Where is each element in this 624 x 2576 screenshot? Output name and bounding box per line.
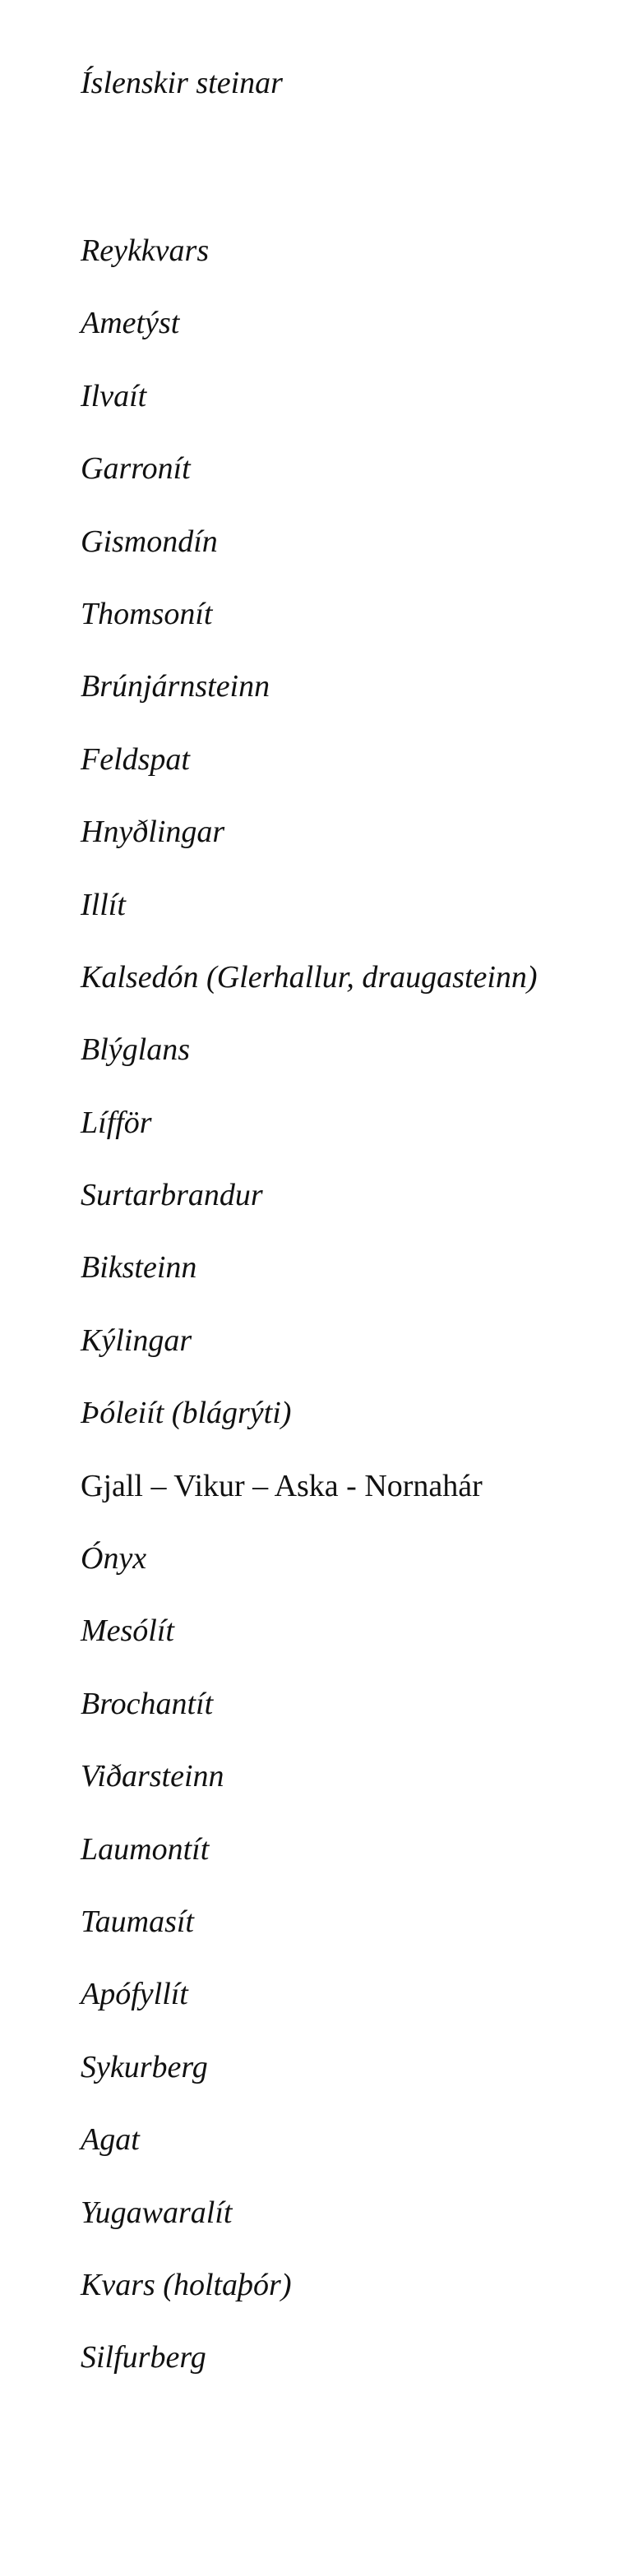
list-item: Kvars (holtaþór) <box>81 2267 292 2302</box>
list-item: Brochantít <box>81 1686 214 1721</box>
list-item: Feldspat <box>81 741 190 777</box>
list-item: Reykkvars <box>81 233 210 268</box>
list-item: Kýlingar <box>81 1323 192 1358</box>
list-item: Þóleiít (blágrýti) <box>81 1396 292 1431</box>
list-item: Viðarsteinn <box>81 1759 224 1794</box>
page-title: Íslenskir steinar <box>81 66 283 100</box>
list-item: Ónyx <box>81 1541 147 1577</box>
list-item: Silfurberg <box>81 2340 206 2375</box>
list-item: Gismondín <box>81 524 218 559</box>
list-item: Yugawaralít <box>81 2195 233 2230</box>
list-item: Kalsedón (Glerhallur, draugasteinn) <box>81 959 538 995</box>
list-item: Thomsonít <box>81 596 213 631</box>
list-item: Apófyllít <box>81 1977 188 2012</box>
list-item: Agat <box>81 2122 140 2158</box>
stone-list <box>81 229 538 2408</box>
list-item: Illít <box>81 887 126 922</box>
list-item: Lífför <box>81 1105 152 1140</box>
list-item: Mesólít <box>81 1613 174 1649</box>
list-item: Garronít <box>81 451 191 487</box>
list-item: Ilvaít <box>81 378 147 413</box>
list-item: Sykurberg <box>81 2049 208 2084</box>
list-item: Laumontít <box>81 1831 210 1867</box>
list-item: Gjall – Vikur – Aska - Nornahár <box>81 1468 483 1503</box>
list-item: Hnyðlingar <box>81 815 225 850</box>
list-item: Blýglans <box>81 1032 190 1068</box>
list-item: Brúnjárnsteinn <box>81 669 270 704</box>
list-item: Biksteinn <box>81 1250 197 1286</box>
list-item: Surtarbrandur <box>81 1178 263 1213</box>
list-item: Taumasít <box>81 1904 194 1939</box>
list-item: Ametýst <box>81 306 180 341</box>
